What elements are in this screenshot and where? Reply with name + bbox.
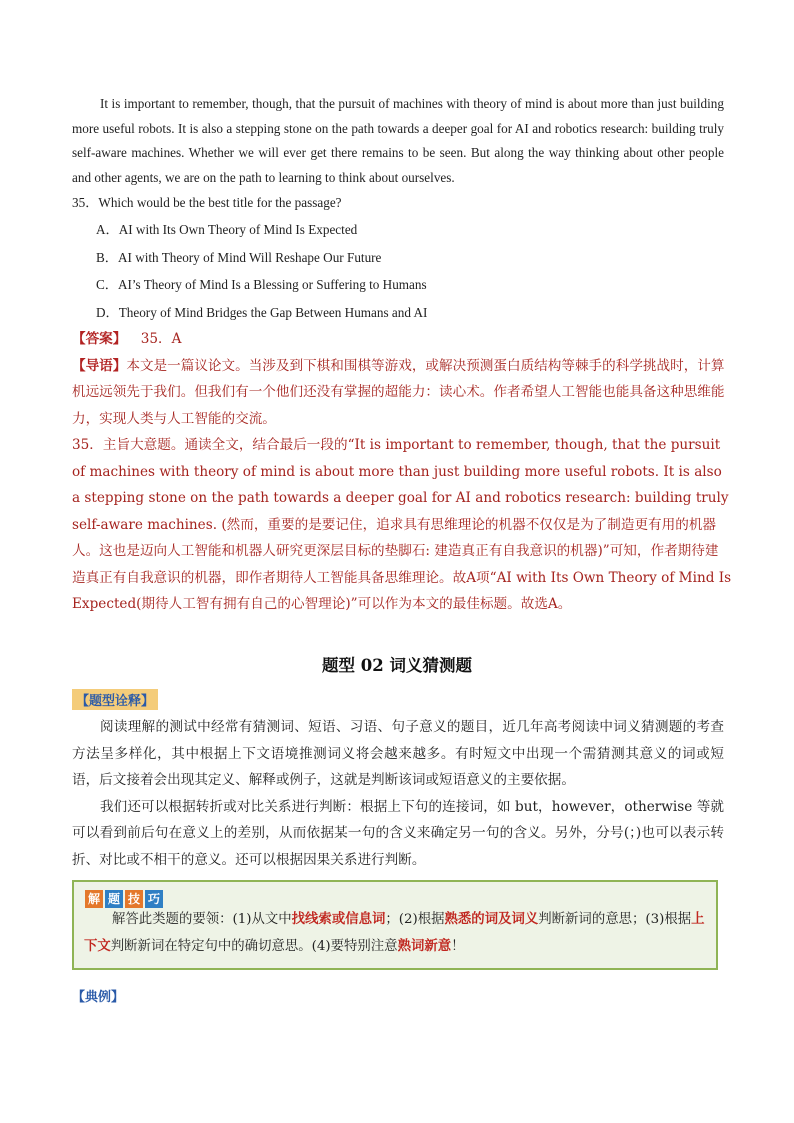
tip-head-char: 巧 <box>145 890 163 908</box>
tip-text <box>84 906 712 960</box>
guide-line <box>72 353 732 433</box>
tip-paragraph <box>84 906 712 960</box>
explain-paragraph-1: 阅读理解的测试中经常有猜测词、短语、习语、句子意义的题目，近几年高考阅读中词义猜测题的考查方法呈多样化，其中根据上下文语境推测词义将会越来越多。有时短文中出现一个需猜测其意义的词或短语，后文接着会出现其定义、解释或例子，这就是判断该词或短语意义的主要依据。 <box>72 719 724 788</box>
tip-text-part: 判断新词的意思；(3)根据 <box>538 912 692 927</box>
tip-head-char: 解 <box>85 890 103 908</box>
section-title: 题型 02 词义猜测题 <box>322 656 472 675</box>
tip-keyword: 找线索或信息词 <box>291 911 386 927</box>
answer-explanation <box>72 326 732 618</box>
option-d: D．Theory of Mind Bridges the Gap Between Humans and AI <box>96 304 428 320</box>
example-label: 【典例】 <box>72 990 125 1005</box>
option-a: A．AI with Its Own Theory of Mind Is Expected <box>96 222 358 237</box>
passage <box>72 92 724 190</box>
question-stem: 35．Which would be the best title for the passage? <box>72 195 342 210</box>
guide-text: 本文是一篇议论文。当涉及到下棋和围棋等游戏，或解决预测蛋白质结构等棘手的科学挑战时，计算机远远领先于我们。但我们有一个他们还没有掌握的超能力：读心术。作者希望人工智能也能具备这种思维能力，实现人类与人工智能的交流。 <box>72 357 725 427</box>
guide-tag: 【导语】 <box>72 357 127 374</box>
analysis-text: 35．主旨大意题。通读全文，结合最后一段的“It is important to remember, though, that the pursuit of machines with theory of mind is about more than just building more useful robots. It is also a stepping stone on the path towards a deeper goal for AI and robotics research: building truly self-aware machines. (然而，重要的是要记住，追求具有思维理论的机器不仅仅是为了制造更有用的机器人。这也是迈向人工智能和机器人研究更深层目标的垫脚石: 建造真正有自我意识的机器)”可知，作者期待建造真正有自我意识的机器，即作者期待人工智能具备思维理论。故A项“AI with Its Own Theory of Mind Is Expected(期待人工智有拥有自己的心智理论)”可以作为本文的最佳标题。故选A。 <box>72 437 732 612</box>
answer-line <box>72 326 732 353</box>
tip-text-part: ；(2)根据 <box>385 912 445 927</box>
explain-label: 【题型诠释】 <box>72 689 158 710</box>
passage-paragraph: It is important to remember, though, that the pursuit of machines with theory of mind is about more than just building more useful robots. It is also a stepping stone on the path towards a deeper goal for AI and robotics research: building truly self-aware machines. Whether we will ever get there remains to be seen. But along the way thinking about other people and other agents, we are on the path to learning to think about ourselves. <box>72 96 724 185</box>
tip-box <box>72 880 718 970</box>
explain-body <box>72 714 724 873</box>
explain-paragraph-2: 我们还可以根据转折或对比关系进行判断：根据上下句的连接词，如 but，however，otherwise 等就可以看到前后句在意义上的差别，从而依据某一句的含义来确定另一句的含义。另外，分号(；)也可以表示转折、对比或不相干的意义。还可以根据因果关系进行判断。 <box>72 798 724 868</box>
tip-keyword: 熟词新意 <box>397 938 452 954</box>
tip-head-char: 题 <box>105 890 123 908</box>
tip-head-char: 技 <box>125 890 143 908</box>
tip-text-part: ！ <box>451 939 465 954</box>
option-b: B．AI with Theory of Mind Will Reshape Our Future <box>96 249 382 265</box>
tip-keyword: 熟悉的词及词义 <box>444 911 539 927</box>
tip-text-part: 解答此类题的要领：(1)从文中 <box>112 912 292 927</box>
tip-text-part: 判断新词在特定句中的确切意思。(4)要特别注意 <box>110 939 398 954</box>
tip-keyword: 上下文 <box>84 911 705 954</box>
option-c: C．AI’s Theory of Mind Is a Blessing or Suffering to Humans <box>96 277 427 292</box>
question-35 <box>72 190 724 326</box>
answer-value: 35．A <box>140 331 182 347</box>
answer-tag: 【答案】 <box>72 331 127 347</box>
